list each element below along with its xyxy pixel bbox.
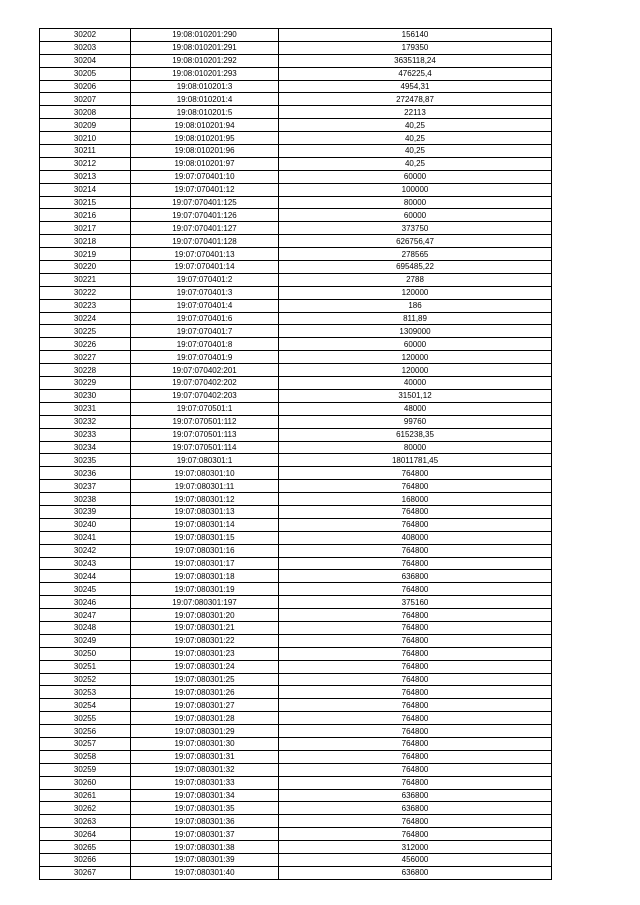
row-number-cell: 30223 bbox=[40, 299, 131, 312]
value-cell: 811,89 bbox=[279, 312, 552, 325]
table-row bbox=[40, 170, 552, 183]
cadastral-number-cell: 19:07:080301:25 bbox=[131, 673, 279, 686]
cadastral-number-cell: 19:08:010201:290 bbox=[131, 29, 279, 42]
cadastral-number-cell: 19:07:080301:19 bbox=[131, 583, 279, 596]
row-number-cell: 30203 bbox=[40, 41, 131, 54]
row-number-cell: 30219 bbox=[40, 248, 131, 261]
cadastral-number-cell: 19:07:070501:113 bbox=[131, 428, 279, 441]
value-cell: 636800 bbox=[279, 789, 552, 802]
value-cell: 456000 bbox=[279, 854, 552, 867]
row-number-cell: 30230 bbox=[40, 389, 131, 402]
value-cell: 764800 bbox=[279, 505, 552, 518]
row-number-cell: 30240 bbox=[40, 518, 131, 531]
table-row bbox=[40, 312, 552, 325]
table-row bbox=[40, 776, 552, 789]
cadastral-number-cell: 19:07:070401:8 bbox=[131, 338, 279, 351]
table-row bbox=[40, 750, 552, 763]
table-row bbox=[40, 660, 552, 673]
cadastral-number-cell: 19:07:080301:11 bbox=[131, 480, 279, 493]
row-number-cell: 30248 bbox=[40, 621, 131, 634]
table-row bbox=[40, 712, 552, 725]
value-cell: 40,25 bbox=[279, 157, 552, 170]
value-cell: 764800 bbox=[279, 480, 552, 493]
table-row bbox=[40, 377, 552, 390]
row-number-cell: 30212 bbox=[40, 157, 131, 170]
table-row bbox=[40, 531, 552, 544]
row-number-cell: 30221 bbox=[40, 273, 131, 286]
value-cell: 764800 bbox=[279, 660, 552, 673]
cadastral-number-cell: 19:07:070402:201 bbox=[131, 364, 279, 377]
cadastral-number-cell: 19:07:070401:128 bbox=[131, 235, 279, 248]
cadastral-number-cell: 19:08:010201:3 bbox=[131, 80, 279, 93]
row-number-cell: 30264 bbox=[40, 828, 131, 841]
value-cell: 40,25 bbox=[279, 132, 552, 145]
value-cell: 2788 bbox=[279, 273, 552, 286]
value-cell: 626756,47 bbox=[279, 235, 552, 248]
document-page bbox=[39, 28, 551, 880]
value-cell: 764800 bbox=[279, 699, 552, 712]
table-row bbox=[40, 93, 552, 106]
cadastral-number-cell: 19:07:080301:36 bbox=[131, 815, 279, 828]
value-cell: 31501,12 bbox=[279, 389, 552, 402]
value-cell: 764800 bbox=[279, 634, 552, 647]
table-row bbox=[40, 647, 552, 660]
table-row bbox=[40, 454, 552, 467]
cadastral-number-cell: 19:07:080301:28 bbox=[131, 712, 279, 725]
value-cell: 764800 bbox=[279, 583, 552, 596]
cadastral-number-cell: 19:08:010201:292 bbox=[131, 54, 279, 67]
cadastral-number-cell: 19:07:080301:21 bbox=[131, 621, 279, 634]
table-row bbox=[40, 67, 552, 80]
cadastral-number-cell: 19:08:010201:4 bbox=[131, 93, 279, 106]
value-cell: 40,25 bbox=[279, 119, 552, 132]
row-number-cell: 30232 bbox=[40, 415, 131, 428]
cadastral-number-cell: 19:07:070401:127 bbox=[131, 222, 279, 235]
cadastral-number-cell: 19:08:010201:5 bbox=[131, 106, 279, 119]
row-number-cell: 30267 bbox=[40, 866, 131, 879]
value-cell: 373750 bbox=[279, 222, 552, 235]
table-row bbox=[40, 286, 552, 299]
cadastral-number-cell: 19:07:070402:202 bbox=[131, 377, 279, 390]
value-cell: 99760 bbox=[279, 415, 552, 428]
value-cell: 272478,87 bbox=[279, 93, 552, 106]
row-number-cell: 30244 bbox=[40, 570, 131, 583]
value-cell: 695485,22 bbox=[279, 261, 552, 274]
cadastral-number-cell: 19:08:010201:291 bbox=[131, 41, 279, 54]
value-cell: 80000 bbox=[279, 196, 552, 209]
cadastral-number-cell: 19:07:080301:26 bbox=[131, 686, 279, 699]
value-cell: 764800 bbox=[279, 725, 552, 738]
cadastral-number-cell: 19:07:080301:15 bbox=[131, 531, 279, 544]
table-row bbox=[40, 106, 552, 119]
cadastral-number-cell: 19:07:080301:39 bbox=[131, 854, 279, 867]
table-row bbox=[40, 338, 552, 351]
value-cell: 764800 bbox=[279, 686, 552, 699]
table-row bbox=[40, 634, 552, 647]
cadastral-number-cell: 19:08:010201:94 bbox=[131, 119, 279, 132]
cadastral-number-cell: 19:08:010201:95 bbox=[131, 132, 279, 145]
table-row bbox=[40, 518, 552, 531]
row-number-cell: 30250 bbox=[40, 647, 131, 660]
value-cell: 476225,4 bbox=[279, 67, 552, 80]
value-cell: 636800 bbox=[279, 570, 552, 583]
cadastral-number-cell: 19:07:070401:3 bbox=[131, 286, 279, 299]
value-cell: 186 bbox=[279, 299, 552, 312]
cadastral-number-cell: 19:07:080301:13 bbox=[131, 505, 279, 518]
table-row bbox=[40, 609, 552, 622]
value-cell: 764800 bbox=[279, 828, 552, 841]
row-number-cell: 30254 bbox=[40, 699, 131, 712]
cadastral-number-cell: 19:07:080301:18 bbox=[131, 570, 279, 583]
table-row bbox=[40, 183, 552, 196]
row-number-cell: 30249 bbox=[40, 634, 131, 647]
value-cell: 764800 bbox=[279, 737, 552, 750]
cadastral-number-cell: 19:07:080301:38 bbox=[131, 841, 279, 854]
value-cell: 764800 bbox=[279, 750, 552, 763]
cadastral-number-cell: 19:08:010201:96 bbox=[131, 145, 279, 158]
cadastral-number-cell: 19:07:080301:35 bbox=[131, 802, 279, 815]
row-number-cell: 30228 bbox=[40, 364, 131, 377]
value-cell: 100000 bbox=[279, 183, 552, 196]
value-cell: 48000 bbox=[279, 402, 552, 415]
cadastral-number-cell: 19:07:070401:9 bbox=[131, 351, 279, 364]
value-cell: 120000 bbox=[279, 286, 552, 299]
table-row bbox=[40, 145, 552, 158]
row-number-cell: 30243 bbox=[40, 557, 131, 570]
row-number-cell: 30258 bbox=[40, 750, 131, 763]
table-row bbox=[40, 235, 552, 248]
cadastral-number-cell: 19:07:070401:126 bbox=[131, 209, 279, 222]
value-cell: 40,25 bbox=[279, 145, 552, 158]
table-row bbox=[40, 493, 552, 506]
row-number-cell: 30202 bbox=[40, 29, 131, 42]
cadastral-number-cell: 19:07:080301:40 bbox=[131, 866, 279, 879]
table-row bbox=[40, 157, 552, 170]
value-cell: 120000 bbox=[279, 351, 552, 364]
table-row bbox=[40, 402, 552, 415]
value-cell: 408000 bbox=[279, 531, 552, 544]
table-row bbox=[40, 789, 552, 802]
table-row bbox=[40, 570, 552, 583]
cadastral-number-cell: 19:07:080301:17 bbox=[131, 557, 279, 570]
table-row bbox=[40, 866, 552, 879]
table-row bbox=[40, 802, 552, 815]
cadastral-number-cell: 19:07:080301:24 bbox=[131, 660, 279, 673]
value-cell: 764800 bbox=[279, 815, 552, 828]
value-cell: 636800 bbox=[279, 866, 552, 879]
table-row bbox=[40, 828, 552, 841]
row-number-cell: 30237 bbox=[40, 480, 131, 493]
table-row bbox=[40, 41, 552, 54]
row-number-cell: 30246 bbox=[40, 596, 131, 609]
row-number-cell: 30213 bbox=[40, 170, 131, 183]
value-cell: 60000 bbox=[279, 338, 552, 351]
row-number-cell: 30252 bbox=[40, 673, 131, 686]
row-number-cell: 30239 bbox=[40, 505, 131, 518]
table-row bbox=[40, 763, 552, 776]
row-number-cell: 30257 bbox=[40, 737, 131, 750]
value-cell: 60000 bbox=[279, 170, 552, 183]
table-row bbox=[40, 80, 552, 93]
value-cell: 1309000 bbox=[279, 325, 552, 338]
table-row bbox=[40, 544, 552, 557]
cadastral-number-cell: 19:07:070402:203 bbox=[131, 389, 279, 402]
cadastral-number-cell: 19:07:080301:14 bbox=[131, 518, 279, 531]
cadastral-number-cell: 19:07:080301:197 bbox=[131, 596, 279, 609]
table-row bbox=[40, 389, 552, 402]
row-number-cell: 30265 bbox=[40, 841, 131, 854]
row-number-cell: 30242 bbox=[40, 544, 131, 557]
value-cell: 764800 bbox=[279, 518, 552, 531]
cadastral-number-cell: 19:08:010201:97 bbox=[131, 157, 279, 170]
table-row bbox=[40, 583, 552, 596]
value-cell: 764800 bbox=[279, 467, 552, 480]
table-row bbox=[40, 557, 552, 570]
cadastral-number-cell: 19:07:070401:7 bbox=[131, 325, 279, 338]
cadastral-number-cell: 19:07:080301:23 bbox=[131, 647, 279, 660]
cadastral-number-cell: 19:07:080301:16 bbox=[131, 544, 279, 557]
value-cell: 312000 bbox=[279, 841, 552, 854]
value-cell: 60000 bbox=[279, 209, 552, 222]
cadastral-number-cell: 19:07:070401:6 bbox=[131, 312, 279, 325]
row-number-cell: 30260 bbox=[40, 776, 131, 789]
cadastral-number-cell: 19:07:080301:37 bbox=[131, 828, 279, 841]
value-cell: 764800 bbox=[279, 673, 552, 686]
row-number-cell: 30263 bbox=[40, 815, 131, 828]
cadastral-number-cell: 19:07:080301:29 bbox=[131, 725, 279, 738]
value-cell: 764800 bbox=[279, 609, 552, 622]
row-number-cell: 30255 bbox=[40, 712, 131, 725]
data-table bbox=[39, 28, 552, 880]
cadastral-number-cell: 19:07:070401:14 bbox=[131, 261, 279, 274]
row-number-cell: 30236 bbox=[40, 467, 131, 480]
value-cell: 168000 bbox=[279, 493, 552, 506]
row-number-cell: 30253 bbox=[40, 686, 131, 699]
value-cell: 636800 bbox=[279, 802, 552, 815]
table-row bbox=[40, 54, 552, 67]
value-cell: 156140 bbox=[279, 29, 552, 42]
row-number-cell: 30206 bbox=[40, 80, 131, 93]
table-row bbox=[40, 854, 552, 867]
value-cell: 375160 bbox=[279, 596, 552, 609]
row-number-cell: 30262 bbox=[40, 802, 131, 815]
row-number-cell: 30208 bbox=[40, 106, 131, 119]
table-row bbox=[40, 505, 552, 518]
cadastral-number-cell: 19:07:070401:13 bbox=[131, 248, 279, 261]
table-row bbox=[40, 480, 552, 493]
cadastral-number-cell: 19:07:070401:2 bbox=[131, 273, 279, 286]
row-number-cell: 30256 bbox=[40, 725, 131, 738]
table-row bbox=[40, 815, 552, 828]
table-row bbox=[40, 351, 552, 364]
table-row bbox=[40, 132, 552, 145]
row-number-cell: 30238 bbox=[40, 493, 131, 506]
table-row bbox=[40, 725, 552, 738]
value-cell: 179350 bbox=[279, 41, 552, 54]
row-number-cell: 30247 bbox=[40, 609, 131, 622]
table-row bbox=[40, 673, 552, 686]
row-number-cell: 30227 bbox=[40, 351, 131, 364]
table-row bbox=[40, 29, 552, 42]
row-number-cell: 30209 bbox=[40, 119, 131, 132]
cadastral-number-cell: 19:07:080301:33 bbox=[131, 776, 279, 789]
table-row bbox=[40, 248, 552, 261]
value-cell: 764800 bbox=[279, 544, 552, 557]
row-number-cell: 30233 bbox=[40, 428, 131, 441]
cadastral-number-cell: 19:07:070401:12 bbox=[131, 183, 279, 196]
row-number-cell: 30218 bbox=[40, 235, 131, 248]
table-row bbox=[40, 261, 552, 274]
table-row bbox=[40, 621, 552, 634]
cadastral-number-cell: 19:07:080301:1 bbox=[131, 454, 279, 467]
value-cell: 615238,35 bbox=[279, 428, 552, 441]
table-row bbox=[40, 119, 552, 132]
table-row bbox=[40, 222, 552, 235]
value-cell: 22113 bbox=[279, 106, 552, 119]
row-number-cell: 30224 bbox=[40, 312, 131, 325]
row-number-cell: 30245 bbox=[40, 583, 131, 596]
table-body bbox=[40, 29, 552, 880]
row-number-cell: 30211 bbox=[40, 145, 131, 158]
row-number-cell: 30251 bbox=[40, 660, 131, 673]
row-number-cell: 30225 bbox=[40, 325, 131, 338]
row-number-cell: 30210 bbox=[40, 132, 131, 145]
value-cell: 18011781,45 bbox=[279, 454, 552, 467]
cadastral-number-cell: 19:07:080301:20 bbox=[131, 609, 279, 622]
value-cell: 764800 bbox=[279, 776, 552, 789]
value-cell: 4954,31 bbox=[279, 80, 552, 93]
value-cell: 80000 bbox=[279, 441, 552, 454]
cadastral-number-cell: 19:07:070401:125 bbox=[131, 196, 279, 209]
row-number-cell: 30205 bbox=[40, 67, 131, 80]
cadastral-number-cell: 19:07:070501:114 bbox=[131, 441, 279, 454]
row-number-cell: 30207 bbox=[40, 93, 131, 106]
cadastral-number-cell: 19:07:080301:31 bbox=[131, 750, 279, 763]
row-number-cell: 30231 bbox=[40, 402, 131, 415]
value-cell: 120000 bbox=[279, 364, 552, 377]
table-row bbox=[40, 299, 552, 312]
cadastral-number-cell: 19:07:070401:10 bbox=[131, 170, 279, 183]
cadastral-number-cell: 19:08:010201:293 bbox=[131, 67, 279, 80]
row-number-cell: 30229 bbox=[40, 377, 131, 390]
value-cell: 3635118,24 bbox=[279, 54, 552, 67]
row-number-cell: 30266 bbox=[40, 854, 131, 867]
value-cell: 764800 bbox=[279, 712, 552, 725]
cadastral-number-cell: 19:07:080301:30 bbox=[131, 737, 279, 750]
cadastral-number-cell: 19:07:080301:34 bbox=[131, 789, 279, 802]
table-row bbox=[40, 364, 552, 377]
value-cell: 40000 bbox=[279, 377, 552, 390]
table-row bbox=[40, 415, 552, 428]
cadastral-number-cell: 19:07:080301:27 bbox=[131, 699, 279, 712]
row-number-cell: 30217 bbox=[40, 222, 131, 235]
row-number-cell: 30261 bbox=[40, 789, 131, 802]
row-number-cell: 30220 bbox=[40, 261, 131, 274]
row-number-cell: 30216 bbox=[40, 209, 131, 222]
row-number-cell: 30226 bbox=[40, 338, 131, 351]
table-row bbox=[40, 273, 552, 286]
row-number-cell: 30222 bbox=[40, 286, 131, 299]
value-cell: 764800 bbox=[279, 647, 552, 660]
table-row bbox=[40, 686, 552, 699]
cadastral-number-cell: 19:07:070501:1 bbox=[131, 402, 279, 415]
table-row bbox=[40, 196, 552, 209]
table-row bbox=[40, 596, 552, 609]
table-row bbox=[40, 428, 552, 441]
row-number-cell: 30235 bbox=[40, 454, 131, 467]
table-row bbox=[40, 325, 552, 338]
row-number-cell: 30204 bbox=[40, 54, 131, 67]
row-number-cell: 30234 bbox=[40, 441, 131, 454]
cadastral-number-cell: 19:07:070401:4 bbox=[131, 299, 279, 312]
table-row bbox=[40, 209, 552, 222]
table-row bbox=[40, 699, 552, 712]
table-row bbox=[40, 841, 552, 854]
table-row bbox=[40, 467, 552, 480]
cadastral-number-cell: 19:07:080301:32 bbox=[131, 763, 279, 776]
row-number-cell: 30241 bbox=[40, 531, 131, 544]
table-row bbox=[40, 737, 552, 750]
row-number-cell: 30214 bbox=[40, 183, 131, 196]
cadastral-number-cell: 19:07:080301:22 bbox=[131, 634, 279, 647]
row-number-cell: 30215 bbox=[40, 196, 131, 209]
value-cell: 764800 bbox=[279, 621, 552, 634]
value-cell: 764800 bbox=[279, 557, 552, 570]
cadastral-number-cell: 19:07:080301:10 bbox=[131, 467, 279, 480]
table-row bbox=[40, 441, 552, 454]
row-number-cell: 30259 bbox=[40, 763, 131, 776]
value-cell: 764800 bbox=[279, 763, 552, 776]
cadastral-number-cell: 19:07:070501:112 bbox=[131, 415, 279, 428]
value-cell: 278565 bbox=[279, 248, 552, 261]
cadastral-number-cell: 19:07:080301:12 bbox=[131, 493, 279, 506]
